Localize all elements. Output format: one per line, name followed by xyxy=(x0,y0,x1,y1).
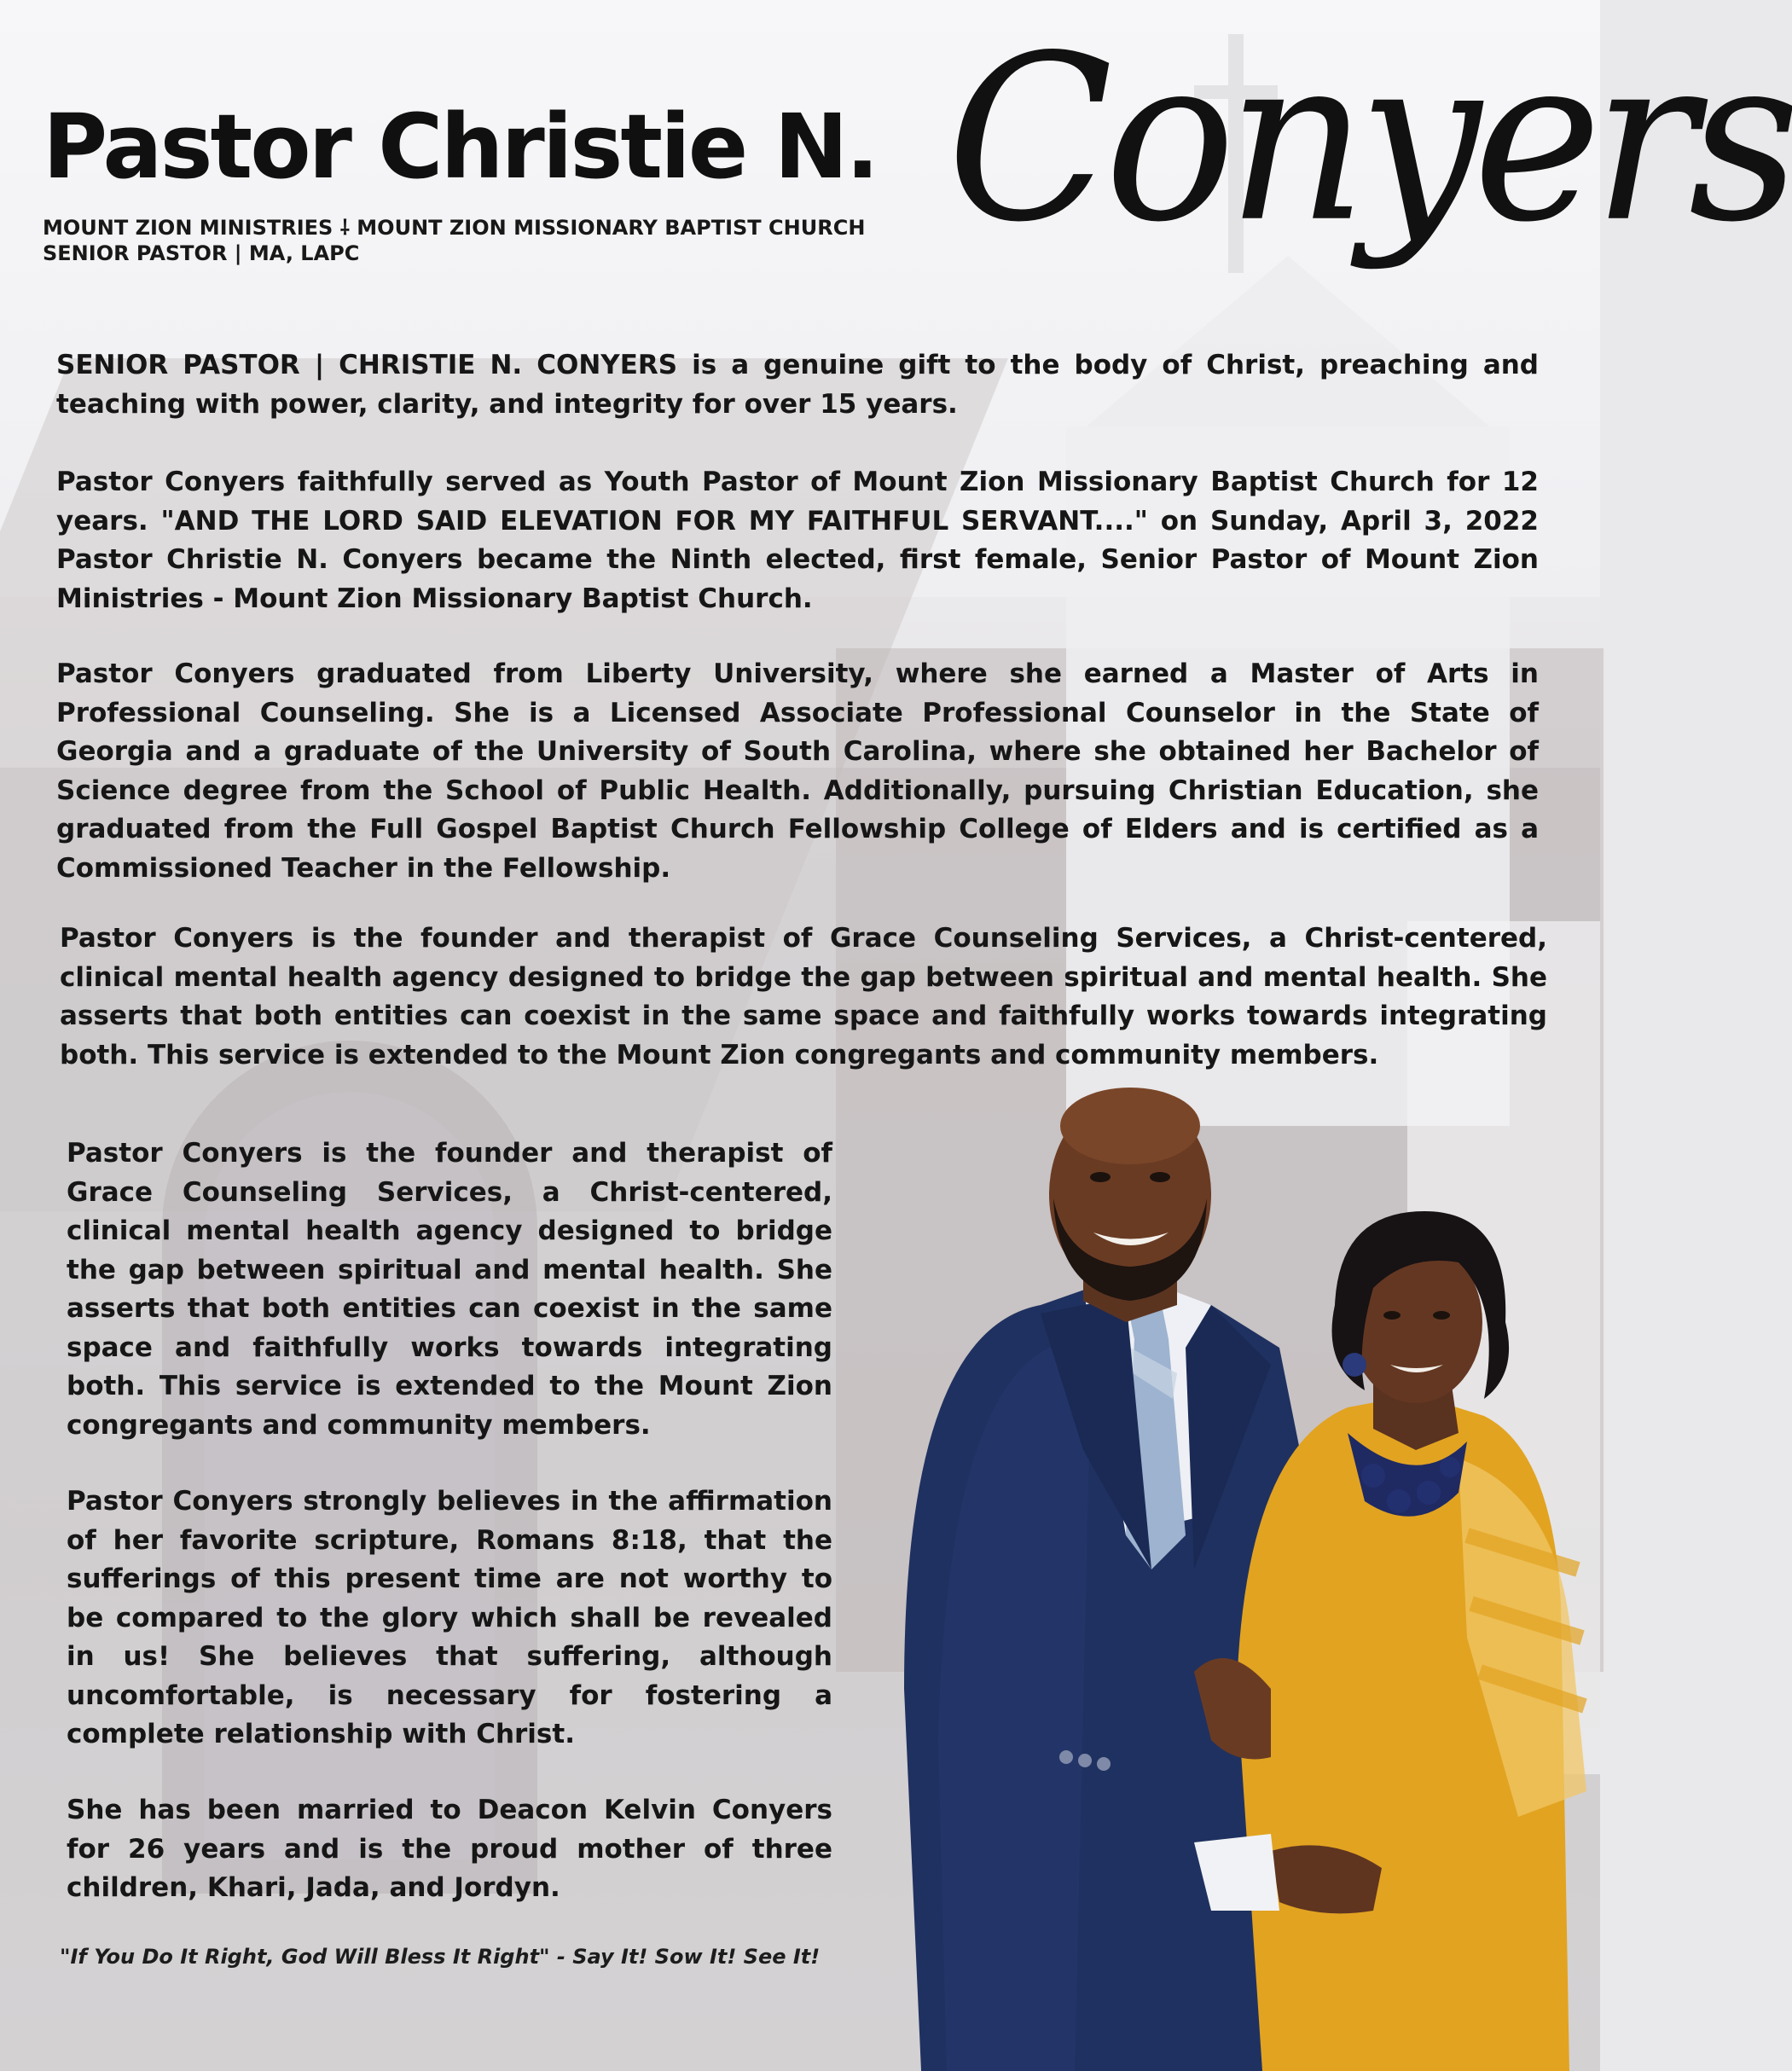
bio-paragraph-counseling: Pastor Conyers is the founder and therapist of Grace Counseling Services, a Christ-centered, clinical mental health agency designed to bridge the gap between spiritual and mental health. She asserts that both entities can coexist in the same space and faithfully works towards integrating both. This service is extended to the Mount Zion congregants and community members. xyxy=(60,923,1547,1070)
bio-paragraph-intro: SENIOR PASTOR | CHRISTIE N. CONYERS is a genuine gift to the body of Christ, preaching and teaching with power, clarity, and integrity for over 15 years. xyxy=(56,350,1539,420)
closing-quote: "If You Do It Right, God Will Bless It Right" - Say It! Sow It! See It! xyxy=(60,1945,821,1969)
script-surname: Conyers xyxy=(947,6,1792,273)
bio-paragraph-youth-pastor: Pastor Conyers faithfully served as Youth Pastor of Mount Zion Missionary Baptist Church for 12 years. "AND THE LORD SAID ELEVATION FOR MY FAITHFUL SERVANT...." on Sunday, April 3, 2022 Pastor Christie N. Conyers became the Ninth elected, first female, Senior Pastor of Mount Zion Ministries - Mount Zion Missionary Baptist Church. xyxy=(56,467,1539,614)
subtitle xyxy=(43,215,865,266)
subtitle-line-ministries: MOUNT ZION MINISTRIES ⸸ MOUNT ZION MISSIONARY BAPTIST CHURCH xyxy=(43,216,866,240)
bio-paragraph-counseling-repeat: Pastor Conyers is the founder and therapist of Grace Counseling Services, a Christ-centered, clinical mental health agency designed to bridge the gap between spiritual and mental health. She asserts that both entities can coexist in the same space and faithfully works towards integrating both. This service is extended to the Mount Zion congregants and community members. xyxy=(67,1138,832,1441)
bio-paragraph-scripture: Pastor Conyers strongly believes in the affirmation of her favorite scripture, Romans 8:18, that the sufferings of this present time are not worthy to be compared to the glory which shall be revealed in us! She believes that suffering, although uncomfortable, is necessary for fostering a complete relationship with Christ. xyxy=(67,1486,832,1749)
bio-paragraph-family: She has been married to Deacon Kelvin Conyers for 26 years and is the proud mother of three children, Khari, Jada, and Jordyn. xyxy=(67,1795,832,1903)
page-title: Pastor Christie N. xyxy=(43,95,878,199)
subtitle-line-credentials: SENIOR PASTOR | MA, LAPC xyxy=(43,241,360,265)
bio-paragraph-education: Pastor Conyers graduated from Liberty University, where she earned a Master of Arts in Professional Counseling. She is a Licensed Associate Professional Counselor in the State of Georgia and a graduate of the University of South Carolina, where she obtained her Bachelor of Science degree from the School of Public Health. Additionally, pursuing Christian Education, she graduated from the Full Gospel Baptist Church Fellowship College of Elders and is certified as a Commissioned Teacher in the Fellowship. xyxy=(56,658,1539,884)
couple-photo xyxy=(870,1092,1586,2071)
